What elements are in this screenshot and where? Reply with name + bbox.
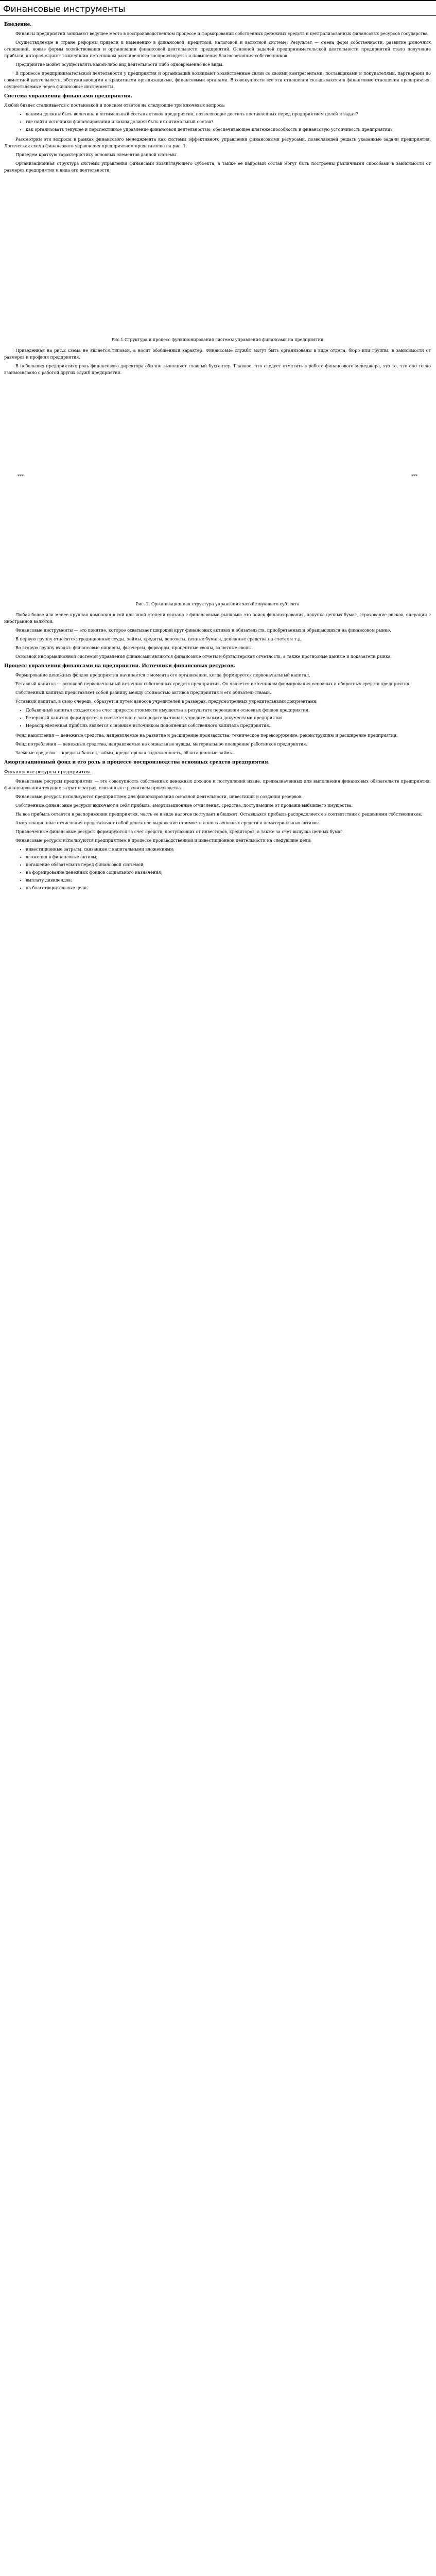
- amort-paragraph-2: Финансовые ресурсы используются предприятием для финансирования основной деятельности, инвестиций и создания резервов.: [15, 794, 303, 799]
- document-content: [4, 19, 431, 894]
- system-paragraph-2: Приведем краткую характеристику основных элементов данной системы.: [15, 152, 178, 157]
- funds-paragraph-3: Заемные средства — кредиты банков, займы, кредиторская задолженность, облигационные займы.: [15, 751, 234, 755]
- figure-2-area: [4, 380, 431, 597]
- system-list-item: • какими должны быть величина и оптимальный состав активов предприятия, позволяющие достичь поставленных перед предприятием целей и задач?: [26, 111, 431, 117]
- fig1-paragraph-1: Приведенная на рис.2 схема не является типовой, а носит обобщенный характер. Финансовые службы могут быть организованы в виде отдела, бюро или группы, в зависимости от размеров и профиля предприятия.: [4, 348, 431, 360]
- amort-list-item: • инвестиционные затраты, связанные с капитальными вложениями;: [26, 846, 431, 853]
- top-border: [0, 0, 436, 1]
- sources-list-item: • Нераспределенная прибыль является основным источником пополнения собственного капитала предприятия.: [26, 722, 431, 729]
- amort-list-item: • на формирование денежных фондов социального назначения;: [26, 869, 431, 876]
- sources-list-item: • Добавочный капитал создается за счет прироста стоимости имущества в результате переоценки основных фондов предприятия.: [26, 707, 431, 714]
- funds-paragraph-1: Фонд накопления — денежные средства, направляемые на развитие и расширение производства, техническое перевооружение, реконструкцию и расширение предприятия.: [15, 733, 398, 738]
- amort-list-item: • погашение обязательств перед финансовой системой;: [26, 861, 431, 868]
- sources-paragraph-3: Собственный капитал представляет собой разницу между стоимостью активов предприятия и его обязательствами.: [15, 690, 271, 695]
- figure-1-area: [4, 178, 431, 332]
- amort-paragraph-6: Привлеченные финансовые ресурсы формируются за счет средств, поступающих от инвесторов, кредиторов, а также за счет выпуска ценных бумаг.: [15, 829, 344, 834]
- sources-heading: Процесс управления финансами на предприятии. Источники финансовых ресурсов.: [4, 664, 235, 669]
- figure-dots-left: ***: [18, 474, 24, 479]
- sources-paragraph-2: Уставный капитал — основной первоначальный источник собственных средств предприятия. Он является источником формирования основных и оборотных средств предприятия.: [15, 682, 411, 686]
- fig2-paragraph-3: В первую группу относятся: традиционные ссуды, займы, кредиты, депозиты, ценные бумаги, денежные средства на счетах и т.д.: [15, 637, 302, 641]
- system-lead: Любой бизнес сталкивается с постановкой и поиском ответов на следующие три ключевых вопроса:: [4, 103, 225, 108]
- system-paragraph-1: Рассмотрим эти вопросы в рамках финансового менеджмента как системы эффективного управления финансовыми ресурсами, позволяющей решать указанные задачи предприятия. Логическая схема финансового управления предприятием представлена на рис. 1.: [4, 137, 431, 148]
- amort-list-item: • на благотворительные цели.: [26, 885, 431, 891]
- amort-list-lead: Финансовые ресурсы используются предприятием в процессе производственной и инвестиционной деятельности на следующие цели:: [15, 838, 312, 843]
- fig1-paragraph-2: В небольших предприятиях роль финансового директора обычно выполняет главный бухгалтер. Главное, что следует отметить в работе финансового менеджера, это то, что оно тесно взаимосвязано с работой других служб предприятия.: [4, 364, 431, 375]
- fig2-paragraph-5: Основной информационной системой управления финансами являются финансовые отчеты и бухгалтерская отчетность, а также прогнозные данные и показатели рынка.: [15, 654, 392, 659]
- fig2-paragraph-1: Любая более или менее крупная компания в той или иной степени связана с финансовыми рынками: это поиск финансирования, покупка ценных бумаг, страхование рисков, операции с иностранной валютой.: [4, 613, 431, 624]
- sources-paragraph-1: Формирование денежных фондов предприятия начинается с момента его организации, когда формируется первоначальный капитал.: [15, 673, 310, 677]
- funds-paragraph-2: Фонд потребления — денежные средства, направляемые на социальные нужды, материальное поощрение работников предприятия.: [15, 742, 307, 747]
- fig2-paragraph-4: Во вторую группу входят: финансовые опционы, фьючерсы, форварды, процентные свопы, валютные свопы.: [15, 646, 253, 650]
- amort-list: [26, 846, 431, 891]
- amort-paragraph-4: На все прибыль остается в распоряжении предприятия, часть ее в виде налогов поступает в бюджет. Оставшаяся прибыль распределяется в соответствии с решениями собственников.: [15, 812, 422, 817]
- system-list-item: • как организовать текущее и перспективное управление финансовой деятельностью, обеспечивающее платежеспособность и финансовую устойчивость предприятия?: [26, 126, 431, 133]
- amort-paragraph-5: Амортизационные отчисления представляют собой денежное выражение стоимости износа основных средств и нематериальных активов.: [15, 821, 320, 825]
- figure-2-caption: Рис. 2. Организационная структура управления хозяйствующего субъекта: [135, 602, 300, 606]
- amort-list-item: • вложения в финансовые активы;: [26, 854, 431, 860]
- amort-paragraph-1: Финансовые ресурсы предприятия — это совокупность собственных денежных доходов и поступлений извне, предназначенных для выполнения финансовых обязательств предприятия, финансирования текущих затрат и затрат, связанных с развитием производства.: [4, 779, 431, 790]
- sources-list-item: • Резервный капитал формируется в соответствии с законодательством и учредительными документами предприятия.: [26, 715, 431, 721]
- sources-paragraph-4: Уставный капитал, в свою очередь, образуется путем взносов учредителей в размерах, предусмотренных учредительными документами.: [15, 699, 318, 704]
- figure-1-caption: Рис.1.Структура и процесс функционирования системы управления финансами на предприятии: [111, 337, 324, 342]
- document-title: Финансовые инструменты: [3, 4, 126, 14]
- intro-heading: Введение.: [4, 22, 32, 27]
- amort-heading: Амортизационный фонд и его роль в процессе воспроизводства основных средств предприятия.: [4, 760, 270, 765]
- intro-paragraph-1: Финансы предприятий занимают ведущее место в воспроизводственном процессе и формировании собственных денежных средств и централизованных финансовых ресурсов государства.: [15, 31, 429, 36]
- intro-paragraph-4: В процессе предпринимательской деятельности у предприятия и организаций возникают хозяйственные связи со своими контрагентами: поставщиками и покупателями, партнерами по совместной деятельности, обслуживающими и кредитными организациями, финансовыми органами. В совокупности все эти отношения складываются в финансовые отношения предприятия, осуществляемые через финансовые инструменты.: [4, 71, 431, 89]
- amort-subheading: Финансовые ресурсы предприятия.: [4, 770, 92, 775]
- figure-dots-right: ***: [411, 474, 417, 479]
- title-divider: [0, 15, 436, 16]
- system-list-item: • где найти источники финансирования и каким должен быть их оптимальный состав?: [26, 118, 431, 125]
- intro-paragraph-3: Предприятие может осуществлять какой-либо вид деятельности либо одновременно все виды.: [15, 62, 224, 67]
- system-list: [26, 111, 431, 133]
- amort-list-item: • выплату дивидендов;: [26, 877, 431, 884]
- system-paragraph-3: Организационная структура системы управления финансами хозяйствующего субъекта, а также ее кадровый состав могут быть построены различными способами в зависимости от размеров предприятия и вида его деятельности.: [4, 161, 431, 173]
- sources-list: [26, 707, 431, 729]
- fig2-paragraph-2: Финансовые инструменты — это понятие, которое охватывает широкий круг финансовых активов и обязательств, приобретаемых и обращающихся на финансовом рынке.: [15, 628, 391, 633]
- intro-paragraph-2: Осуществляемые в стране реформы привели к изменению в финансовой, кредитной, налоговой и валютной системе. Результат — смена форм собственности, развитие рыночных отношений, новые формы хозяйствования и организации финансовой деятельности предприятий. Основной задачей предпринимательской деятельности предприятий стало получение прибыли, которая служит важнейшим источником расширенного воспроизводства и повышения благосостояния собственников.: [4, 40, 431, 58]
- amort-paragraph-3: Собственные финансовые ресурсы включают в себя прибыль, амортизационные отчисления, средства, поступающие от продажи выбывшего имущества.: [15, 803, 353, 808]
- system-heading: Система управления финансами предприятия.: [4, 94, 132, 99]
